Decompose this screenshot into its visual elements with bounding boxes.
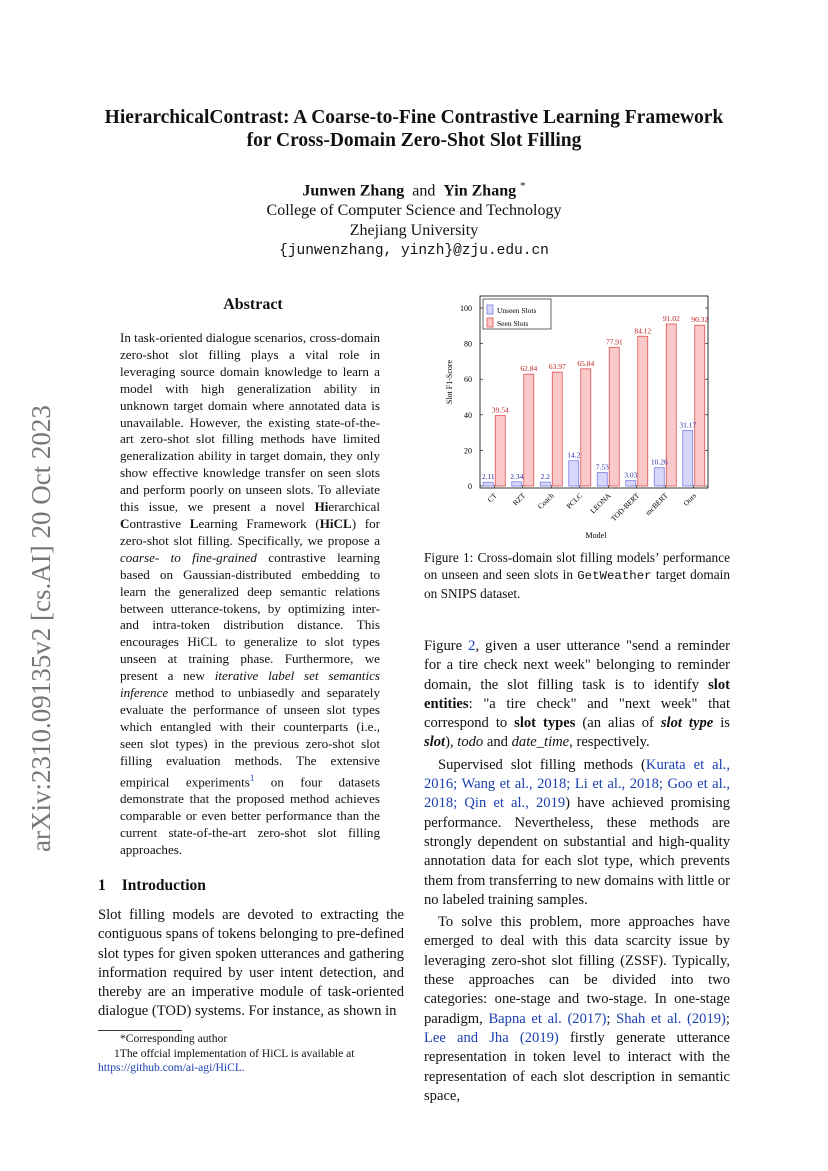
data-label-unseen: 3.03 (624, 470, 638, 480)
data-label-unseen: 7.53 (595, 462, 609, 472)
figure-1-chart (424, 290, 730, 542)
abstract-text: In task-oriented dialogue scenarios, cross-domain zero-shot slot filling plays a vital role in leveraging source domain knowledge to learn a model with high generalization ability in unknown target domain where annotated data is unavailable. However, the existing state-of-the-art zero-shot slot filling methods have limited generalization ability in target domain, they only show effective knowledge transfer on seen slots and perform poorly on unseen slots. To alleviate this issue, we present a novel (120, 330, 380, 515)
x-axis-label: Model (585, 531, 607, 540)
abstract-text: method to unbiasedly and separately evaluate the performance of unseen slot types which entangled with their counterparts (i.e., seen slot types) in the previous zero-shot slot filling evaluation methods. The extensive empirical experiments (120, 685, 380, 789)
y-tick-label: 100 (460, 304, 472, 313)
bold-italic-term: slot type (660, 715, 714, 732)
y-tick-label: 40 (464, 410, 472, 420)
bar-unseen (569, 461, 579, 486)
bold-term: slot types (514, 715, 576, 732)
y-tick-label: 60 (464, 375, 472, 385)
abstract-bold: C (120, 515, 130, 531)
paragraph-text: Supervised slot filling methods ( (438, 756, 646, 773)
abstract-bold: L (189, 515, 199, 531)
bar-seen (638, 336, 648, 486)
citation-link[interactable]: Bapna et al. (2017) (488, 1010, 607, 1027)
bar-seen (495, 416, 505, 486)
footnote-rule (98, 1030, 182, 1031)
footnotes (98, 1032, 404, 1076)
citation-link[interactable]: Kurata et al., 2016; Wang et al., 2018; Li et al., 2018; Goo et al., 2018; Qin et al., 2019 (424, 756, 730, 812)
section-number: 1 (98, 877, 106, 894)
x-tick-label: LEONA (588, 491, 613, 516)
paragraph-text: : "a tire check" and "next week" that correspond to (424, 695, 730, 732)
paragraph-text: ) have achieved promising performance. Nevertheless, these methods are strongly dependent on substantial and high-quality annotation data for each slot type, which prevents them from transferring to new domains with little or no labeled training samples. (424, 795, 730, 908)
x-tick-label: mcBERT (643, 491, 670, 518)
data-label-unseen: 2.2 (540, 472, 550, 482)
data-label-unseen: 14.2 (567, 450, 581, 460)
bold-italic-term: slot (424, 734, 446, 751)
bar-unseen (540, 482, 550, 486)
legend-label-seen: Seen Slots (497, 319, 529, 328)
abstract-body (120, 330, 380, 858)
bar-unseen (512, 482, 522, 486)
footnote-implementation: 1The offcial implementation of HiCL is available at (114, 1046, 355, 1060)
footnote-link[interactable]: 1 (249, 772, 255, 783)
data-label-seen: 84.12 (634, 326, 652, 336)
bar-seen (552, 372, 562, 486)
abstract-heading: Abstract (223, 296, 283, 313)
legend-swatch-unseen (487, 305, 493, 314)
paragraph-text: ; (725, 1010, 730, 1027)
bar-seen (524, 374, 534, 486)
bar-seen (666, 324, 676, 486)
x-tick-label: PCLC (564, 491, 585, 511)
bar-seen (581, 369, 591, 486)
y-tick-label: 0 (468, 482, 472, 491)
paper-title (80, 106, 748, 152)
bar-unseen (654, 468, 664, 486)
affiliation-1: College of Computer Science and Technology (266, 202, 562, 220)
footnote-corresponding: *Corresponding author (120, 1032, 228, 1045)
intro-paragraph: Slot filling models are devoted to extracting the contiguous spans of tokens belonging to pre-defined slot types for given spoken utterances and gathering information required by user intent detection, and thereby are an imperative module of task-oriented dialogue (TOD) systems. For instance, as shown in (98, 907, 404, 1020)
chart-bars (483, 324, 705, 486)
data-label-unseen: 2.34 (510, 471, 524, 481)
paragraph-text: To solve this problem, more approaches have emerged to deal with this data scarcity issue by leveraging zero-shot slot filling (ZSSF). Typically, these approaches can be divided into two categories: one-stage and two-stage. In one-stage paradigm, (424, 914, 730, 1027)
author-block (80, 176, 748, 261)
section-heading (98, 877, 222, 895)
x-tick-label: Coach (535, 491, 556, 511)
affiliation-2: Zhejiang University (349, 222, 479, 240)
data-label-unseen: 10.26 (650, 457, 668, 467)
italic-term: todo (457, 734, 484, 751)
legend-label-unseen: Unseen Slots (497, 306, 537, 315)
paragraph-text: ; (606, 1010, 617, 1027)
author-email: {junwenzhang, yinzh}@zju.edu.cn (279, 243, 549, 260)
caption-text: target domain on SNIPS dataset. (424, 567, 730, 602)
data-label-seen: 39.54 (491, 405, 509, 415)
data-label-seen: 77.91 (605, 337, 623, 347)
paragraph-text: , respectively. (569, 734, 650, 751)
data-label-seen: 62.84 (520, 364, 538, 374)
author-name-1: Junwen Zhang (302, 182, 405, 200)
legend-swatch-seen (487, 318, 493, 327)
data-label-seen: 91.02 (662, 313, 680, 323)
x-tick-label: TOD-BERT (608, 491, 642, 524)
abstract-text: earning Framework ( (198, 515, 320, 531)
bar-unseen (597, 473, 607, 486)
y-tick-label: 20 (464, 446, 472, 456)
title-line-2: for Cross-Domain Zero-Shot Slot Filling (246, 130, 582, 151)
paragraph-text: is (713, 715, 730, 732)
paragraph-text: (an alias of (575, 715, 661, 732)
section-title: Introduction (121, 877, 206, 894)
caption-code: GetWeather (577, 569, 652, 584)
author-name-2: Yin Zhang (443, 182, 517, 200)
paragraph-text: and (483, 734, 512, 751)
x-tick-label: RZT (510, 491, 528, 508)
data-label-seen: 65.84 (577, 358, 595, 368)
bar-unseen (483, 482, 493, 486)
citation-link[interactable]: Lee and Jha (2019) (424, 1029, 559, 1046)
abstract-emphasis: coarse- to fine-grained (120, 549, 257, 565)
right-paragraph-2 (424, 756, 730, 910)
author-conjunction: and (412, 182, 436, 200)
abstract-text: ontrastive (129, 515, 190, 531)
title-line-1: HierarchicalContrast: A Coarse-to-Fine Contrastive Learning Framework (104, 107, 724, 128)
bar-unseen (683, 431, 693, 486)
data-label-seen: 90.32 (691, 315, 709, 325)
right-paragraph-3 (424, 913, 730, 1106)
x-tick-label: Ours (681, 491, 699, 508)
figure-ref-link[interactable]: 2 (468, 638, 476, 654)
citation-link[interactable]: Shah et al. (2019) (616, 1010, 726, 1027)
caption-text: Figure 1: Cross-domain slot filling models’ performance on unseen and seen slots in (424, 550, 730, 583)
corresponding-mark: * (520, 180, 526, 192)
bar-seen (609, 347, 619, 486)
chart-legend (483, 299, 551, 329)
arxiv-identifier-text: arXiv:2310.09135v2 [cs.AI] 20 Oct 2023 (26, 405, 56, 852)
abstract-emphasis: iterative label set semantics inference (120, 668, 380, 701)
abstract-text: contrastive learning based on Gaussian-distributed embedding to learn the generalized deep semantic relations between utterance-tokens, by optimizing inter- and intra-token distribution distance. This encourages HiCL to generalize to slot types unseen at training phase. Furthermore, we present a new (120, 549, 380, 684)
paragraph-text: Figure (424, 638, 469, 654)
data-label-unseen: 2.11 (481, 472, 495, 482)
y-axis-label: Slot F1-Score (445, 359, 454, 405)
abstract-text: ) for zero-shot slot filling. Specifically, we propose a (120, 515, 380, 548)
abstract-bold: Hi (314, 499, 329, 515)
x-tick-label: CT (485, 491, 499, 505)
bar-seen (695, 325, 705, 486)
right-column-body (424, 637, 730, 1109)
bar-unseen (626, 481, 636, 486)
abstract-bold: HiCL (319, 515, 352, 531)
italic-term: date_time (511, 734, 570, 751)
abstract-text: on four datasets demonstrate that the proposed method achieves comparable or even better performance than the current state-of-the-art zero-shot slot filling approaches. (120, 773, 380, 857)
y-tick-label: 80 (464, 339, 472, 349)
bold-term: slot entities (424, 676, 730, 712)
abstract-text: erarchical (328, 499, 380, 515)
paragraph-text: ), (445, 734, 458, 751)
figure-1-caption (424, 549, 730, 603)
footnote-repo-link[interactable]: https://github.com/ai-agi/HiCL. (98, 1061, 245, 1074)
paragraph-text: , given a user utterance "send a reminder for a tire check next week" belonging to reminder domain, the slot filling task is to identify (424, 638, 730, 693)
right-paragraph-1 (424, 637, 730, 753)
arxiv-identifier-stamp (14, 374, 62, 854)
data-label-unseen: 31.17 (679, 420, 697, 430)
data-label-seen: 63.97 (548, 362, 566, 372)
paragraph-text: firstly generate utterance representation in token level to interact with the representation of each slot description in semantic space, (424, 1029, 730, 1104)
